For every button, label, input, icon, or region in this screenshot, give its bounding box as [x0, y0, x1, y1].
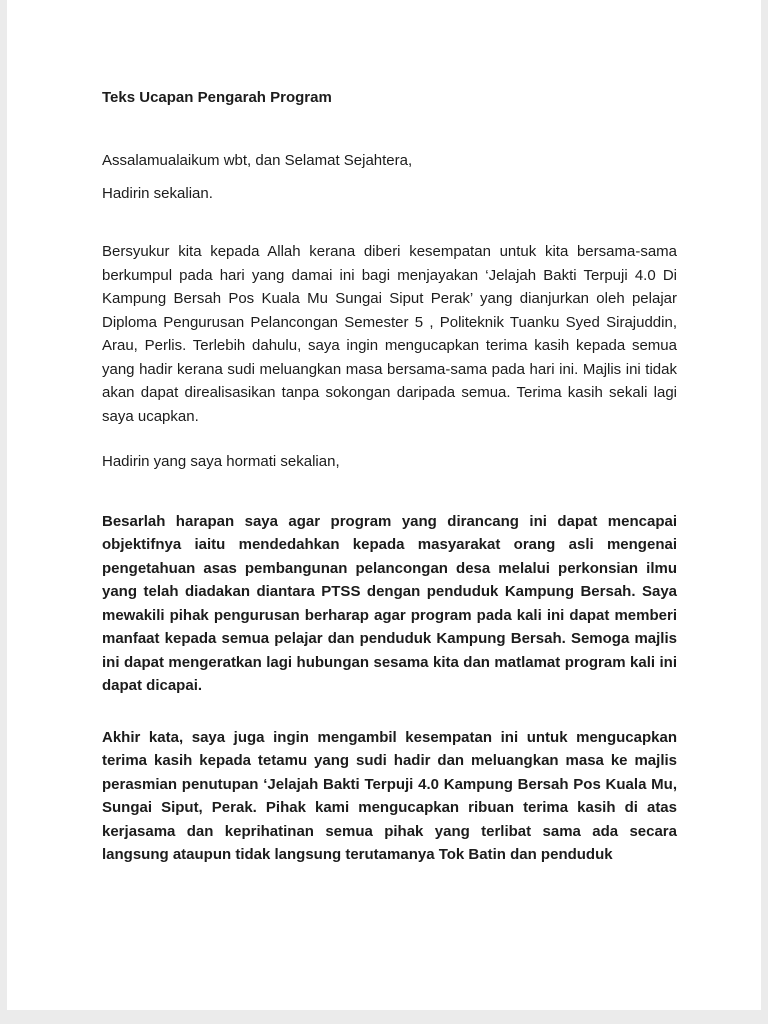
salutation-line: Hadirin yang saya hormati sekalian, [102, 453, 340, 470]
document-title: Teks Ucapan Pengarah Program [102, 89, 332, 106]
paragraph-objective: Besarlah harapan saya agar program yang dirancang ini dapat mencapai objektifnya iaitu mendedahkan kepada masyarakat orang asli mengenai pengetahuan asas pembangunan pelancongan desa melalui perkonsian ilmu yang telah diadakan diantara PTSS dengan penduduk Kampung Bersah. Saya mewakili pihak pengurusan berharap agar program pada kali ini dapat memberi manfaat kepada semua pelajar dan penduduk Kampung Bersah. Semoga majlis ini dapat mengeratkan lagi hubungan sesama kita dan matlamat program kali ini dapat dicapai. [102, 512, 677, 694]
document-page [7, 0, 761, 1010]
paragraph-closing: Akhir kata, saya juga ingin mengambil kesempatan ini untuk mengucapkan terima kasih kepada tetamu yang sudi hadir dan meluangkan masa ke majlis perasmian penutupan ‘Jelajah Bakti Terpuji 4.0 Kampung Bersah Pos Kuala Mu, Sungai Siput, Perak. Pihak kami mengucapkan ribuan terima kasih di atas kerjasama dan keprihatinan semua pihak yang terlibat sama ada secara langsung ataupun tidak langsung terutamanya Tok Batin dan penduduk [102, 728, 677, 863]
greeting-line: Assalamualaikum wbt, dan Selamat Sejahtera, [102, 152, 413, 169]
paragraph-opening: Bersyukur kita kepada Allah kerana diberi kesempatan untuk kita bersama-sama berkumpul pada hari yang damai ini bagi menjayakan ‘Jelajah Bakti Terpuji 4.0 Di Kampung Bersah Pos Kuala Mu Sungai Siput Perak’ yang dianjurkan oleh pelajar Diploma Pengurusan Pelancongan Semester 5 , Politeknik Tuanku Syed Sirajuddin, Arau, Perlis. Terlebih dahulu, saya ingin mengucapkan terima kasih kepada semua yang hadir kerana sudi meluangkan masa bersama-sama pada hari ini. Majlis ini tidak akan dapat direalisasikan tanpa sokongan daripada semua. Terima kasih sekali lagi saya ucapkan. [102, 243, 677, 425]
audience-line: Hadirin sekalian. [102, 184, 213, 202]
document-content [7, 0, 761, 867]
